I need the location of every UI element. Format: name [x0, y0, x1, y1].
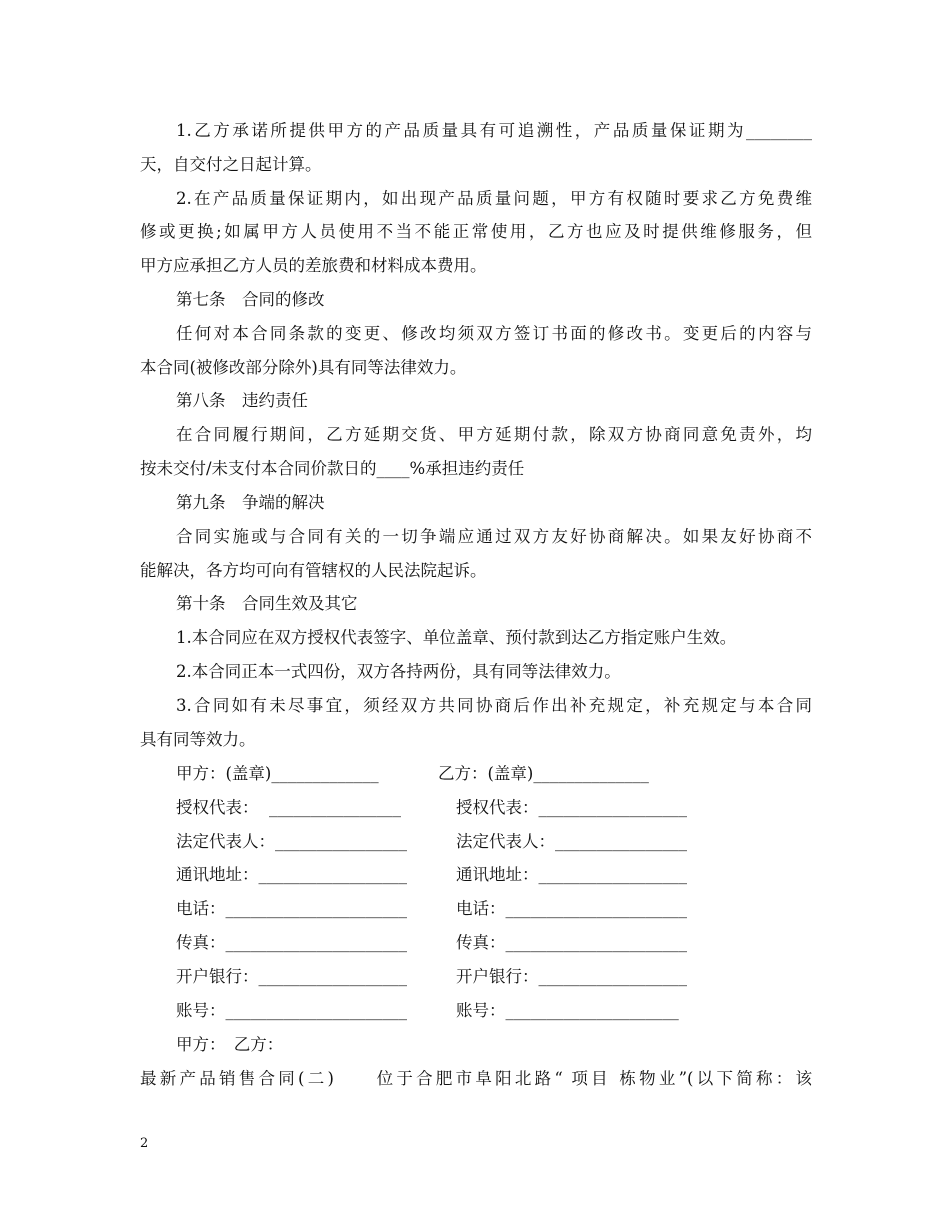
party-a-account-field: 账号：______________________	[176, 1001, 407, 1020]
party-a-bank-field: 开户银行：__________________	[176, 967, 407, 986]
party-b-legal-rep-field: 法定代表人：________________	[456, 832, 687, 851]
party-a-legal-rep-field: 法定代表人：________________	[176, 832, 407, 851]
clause-paragraph: 1.本合同应在双方授权代表签字、单位盖章、预付款到达乙方指定账户生效。	[176, 628, 737, 647]
clause-paragraph: 合同实施或与合同有关的一切争端应通过双方友好协商解决。如果友好协商不	[176, 527, 812, 546]
next-contract-heading: 最新产品销售合同(二) 位于合肥市阜阳北路“ 项目 栋物业”(以下简称：该	[140, 1069, 812, 1088]
party-b-bank-field: 开户银行：__________________	[456, 967, 687, 986]
party-a-phone-field: 电话：______________________	[176, 899, 407, 918]
article-heading: 第九条 争端的解决	[176, 493, 325, 512]
article-heading: 第七条 合同的修改	[176, 290, 325, 309]
party-a-address-field: 通讯地址：__________________	[176, 865, 407, 884]
clause-paragraph: 本合同(被修改部分除外)具有同等法律效力。	[140, 358, 467, 377]
clause-paragraph: 天，自交付之日起计算。	[140, 155, 322, 174]
party-b-phone-field: 电话：______________________	[456, 899, 687, 918]
party-b-representative-field: 授权代表：__________________	[456, 798, 687, 817]
party-b-fax-field: 传真：______________________	[456, 933, 687, 952]
party-a-fax-field: 传真：______________________	[176, 933, 407, 952]
clause-paragraph: 任何对本合同条款的变更、修改均须双方签订书面的修改书。变更后的内容与	[176, 324, 812, 343]
clause-paragraph: 1.乙方承诺所提供甲方的产品质量具有可追溯性，产品质量保证期为________	[176, 121, 812, 140]
party-b-seal-field: 乙方：(盖章)______________	[438, 764, 649, 783]
closing-parties-line: 甲方： 乙方：	[176, 1035, 284, 1054]
page-number: 2	[140, 1136, 149, 1151]
clause-paragraph: 能解决，各方均可向有管辖权的人民法院起诉。	[140, 561, 487, 580]
clause-paragraph: 2.本合同正本一式四份，双方各持两份，具有同等法律效力。	[176, 662, 621, 681]
clause-paragraph: 具有同等效力。	[140, 730, 256, 749]
article-heading: 第八条 违约责任	[176, 391, 308, 410]
party-b-address-field: 通讯地址：__________________	[456, 865, 687, 884]
clause-paragraph: 3.合同如有未尽事宜，须经双方共同协商后作出补充规定，补充规定与本合同	[176, 696, 812, 715]
clause-paragraph: 在合同履行期间，乙方延期交货、甲方延期付款，除双方协商同意免责外，均	[176, 425, 812, 444]
clause-paragraph: 修或更换;如属甲方人员使用不当不能正常使用，乙方也应及时提供维修服务，但	[140, 222, 812, 241]
party-b-account-field: 账号：_____________________	[456, 1001, 679, 1020]
party-a-seal-field: 甲方：(盖章)_____________	[176, 764, 379, 783]
article-heading: 第十条 合同生效及其它	[176, 594, 358, 613]
party-a-representative-field: 授权代表： ________________	[176, 798, 401, 817]
clause-paragraph: 按未交付/未支付本合同价款日的____%承担违约责任	[140, 459, 525, 478]
clause-paragraph: 甲方应承担乙方人员的差旅费和材料成本费用。	[140, 256, 487, 275]
clause-paragraph: 2.在产品质量保证期内，如出现产品质量问题，甲方有权随时要求乙方免费维	[176, 189, 812, 208]
